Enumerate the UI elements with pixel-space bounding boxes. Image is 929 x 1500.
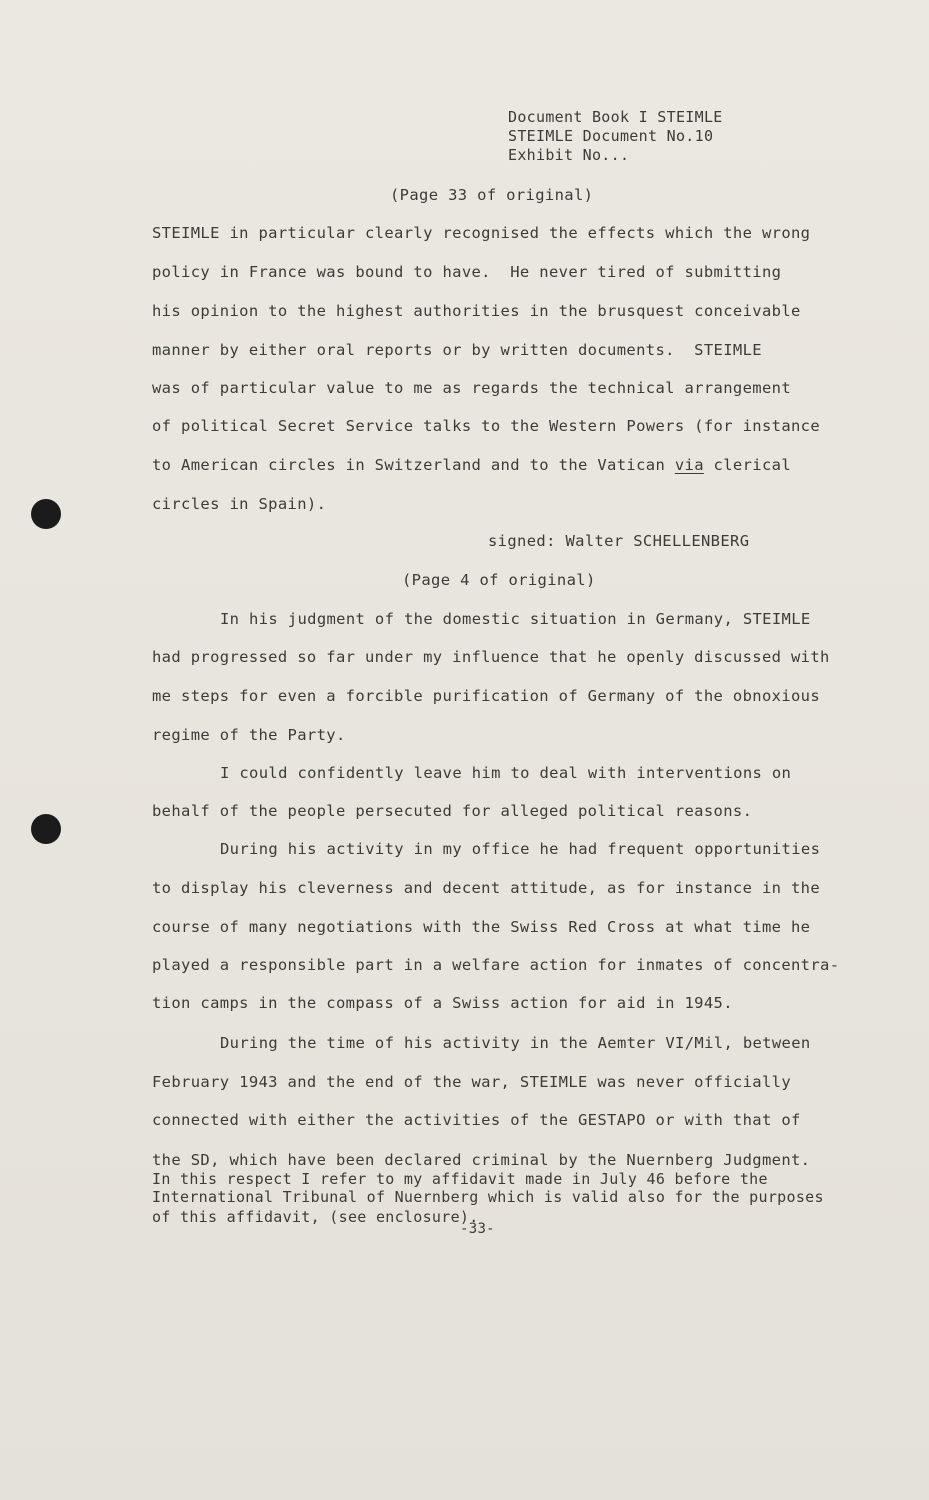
text-line: of this affidavit, (see enclosure). xyxy=(152,1208,479,1226)
punch-hole-bottom xyxy=(31,814,61,844)
page-reference-4: (Page 4 of original) xyxy=(402,571,596,589)
text-line: February 1943 and the end of the war, STEIMLE was never officially xyxy=(152,1073,791,1091)
text-line: In his judgment of the domestic situation in Germany, STEIMLE xyxy=(220,610,811,628)
text-line: was of particular value to me as regards the technical arrangement xyxy=(152,379,791,397)
signature-line: signed: Walter SCHELLENBERG xyxy=(488,532,750,550)
text-line: International Tribunal of Nuernberg which is valid also for the purposes xyxy=(152,1188,824,1206)
text-line: to display his cleverness and decent attitude, as for instance in the xyxy=(152,879,821,897)
text-line: I could confidently leave him to deal with interventions on xyxy=(220,764,792,782)
text-line: had progressed so far under my influence that he openly discussed with xyxy=(152,648,830,666)
text-line: During his activity in my office he had frequent opportunities xyxy=(220,840,821,858)
page-number: -33- xyxy=(460,1221,495,1237)
text-line xyxy=(152,455,791,475)
text-line: me steps for even a forcible purification of Germany of the obnoxious xyxy=(152,687,821,705)
text-line: In this respect I refer to my affidavit made in July 46 before the xyxy=(152,1170,768,1188)
text-line: circles in Spain). xyxy=(152,495,327,513)
underlined-word-via: via xyxy=(674,456,704,474)
page-reference-33: (Page 33 of original) xyxy=(390,186,594,204)
text-line: STEIMLE in particular clearly recognised the effects which the wrong xyxy=(152,224,811,242)
text-line: During the time of his activity in the Aemter VI/Mil, between xyxy=(220,1034,811,1052)
text-line: regime of the Party. xyxy=(152,726,346,744)
text-line: tion camps in the compass of a Swiss action for aid in 1945. xyxy=(152,994,733,1012)
punch-hole-top xyxy=(31,499,61,529)
text-line: the SD, which have been declared criminal by the Nuernberg Judgment. xyxy=(152,1151,811,1169)
text-line: behalf of the people persecuted for alleged political reasons. xyxy=(152,802,753,820)
text-line: played a responsible part in a welfare action for inmates of concentra- xyxy=(152,956,840,974)
text-line: manner by either oral reports or by written documents. STEIMLE xyxy=(152,341,762,359)
text-line: connected with either the activities of the GESTAPO or with that of xyxy=(152,1111,801,1129)
header-document-book: Document Book I STEIMLE xyxy=(508,108,723,126)
header-exhibit-number: Exhibit No... xyxy=(508,146,630,164)
text-line: of political Secret Service talks to the Western Powers (for instance xyxy=(152,417,821,435)
text-segment: to American circles in Switzerland and to the Vatican xyxy=(152,456,675,474)
text-line: his opinion to the highest authorities in the brusquest conceivable xyxy=(152,302,801,320)
text-line: policy in France was bound to have. He never tired of submitting xyxy=(152,263,782,281)
header-document-number: STEIMLE Document No.10 xyxy=(508,127,714,145)
text-segment: clerical xyxy=(703,456,792,474)
text-line: course of many negotiations with the Swiss Red Cross at what time he xyxy=(152,918,811,936)
